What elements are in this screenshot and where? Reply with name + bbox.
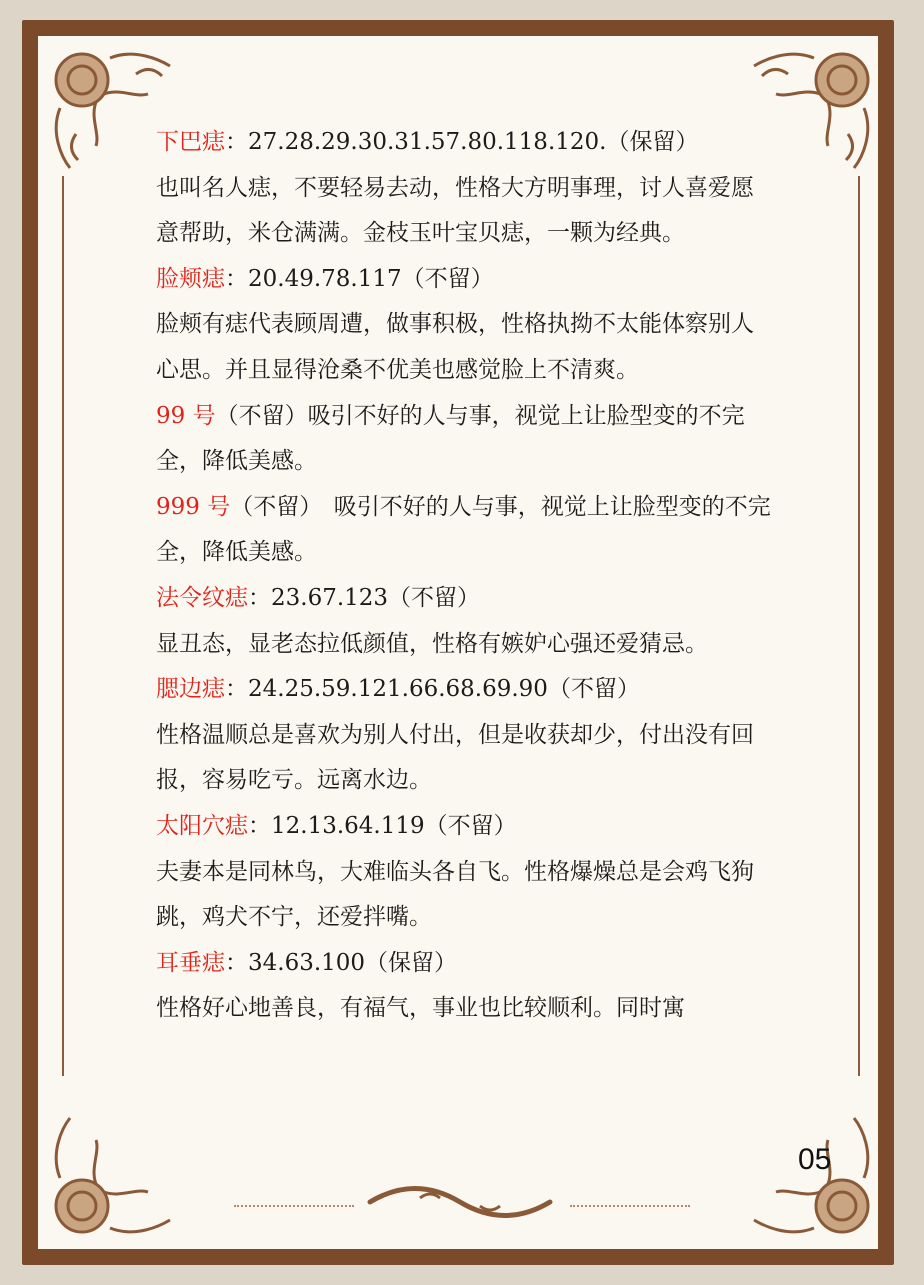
entry-values: ：34.63.100（保留）: [225, 949, 458, 976]
corner-scroll-ornament-icon: [744, 1108, 884, 1248]
corner-scroll-ornament-icon: [40, 1108, 180, 1248]
entry-description: 性格好心地善良，有福气，事业也比较顺利。同时寓: [156, 995, 685, 1022]
entry-description: 夫妻本是同林鸟，大难临头各自飞。性格爆燥总是会鸡飞狗跳，鸡犬不宁，还爱拌嘴。: [156, 858, 754, 931]
entry-keyword: 腮边痣: [156, 676, 225, 703]
entry-keyword: 下巴痣: [156, 129, 225, 155]
bottom-dotted-line-left: [234, 1205, 354, 1207]
entry-keyword: 99 号: [156, 402, 216, 429]
entry-values: ：12.13.64.119（不留）: [248, 812, 517, 839]
article-text: [156, 120, 776, 1032]
entry-keyword: 法令纹痣: [156, 584, 248, 611]
entry-heading: [156, 257, 776, 303]
entry-heading: [156, 804, 776, 850]
entry-keyword: 999 号: [156, 493, 231, 520]
entry-description: 也叫名人痣，不要轻易去动，性格大方明事理，讨人喜爱愿意帮助，米仓满满。金枝玉叶宝贝痣，一颗为经典。: [156, 174, 754, 247]
entry-heading: [156, 576, 776, 622]
entry-description: 显丑态，显老态拉低颜值，性格有嫉妒心强还爱猜忌。: [156, 630, 708, 657]
entry-heading: [156, 667, 776, 713]
entry-values: ：20.49.78.117（不留）: [225, 265, 494, 292]
right-rule: [858, 176, 860, 1076]
entry-values: ：27.28.29.30.31.57.80.118.120.（保留）: [225, 129, 699, 155]
left-rule: [62, 176, 64, 1076]
page-number: 05: [798, 1143, 832, 1176]
entry-description: 脸颊有痣代表顾周遭，做事积极，性格执拗不太能体察别人心思。并且显得沧桑不优美也感觉脸上不清爽。: [156, 311, 754, 383]
entry-values: （不留） 吸引不好的人与事，视觉上让脸型变的不完全，降低美感。: [156, 493, 771, 566]
entry-values: ：24.25.59.121.66.68.69.90（不留）: [225, 676, 640, 703]
bottom-flourish-icon: [360, 1180, 560, 1224]
entry-values: ：23.67.123（不留）: [248, 584, 481, 611]
entry-heading: [156, 120, 776, 166]
entry-values: （不留）吸引不好的人与事，视觉上让脸型变的不完全，降低美感。: [156, 402, 745, 475]
bottom-dotted-line-right: [570, 1205, 690, 1207]
entry-keyword: 耳垂痣: [156, 949, 225, 976]
entry-description: 性格温顺总是喜欢为别人付出，但是收获却少，付出没有回报，容易吃亏。远离水边。: [156, 721, 754, 794]
entry-keyword: 脸颊痣: [156, 265, 225, 292]
entry-heading: [156, 485, 776, 576]
entry-keyword: 太阳穴痣: [156, 812, 248, 839]
entry-heading: [156, 941, 776, 987]
entry-heading: [156, 394, 776, 485]
